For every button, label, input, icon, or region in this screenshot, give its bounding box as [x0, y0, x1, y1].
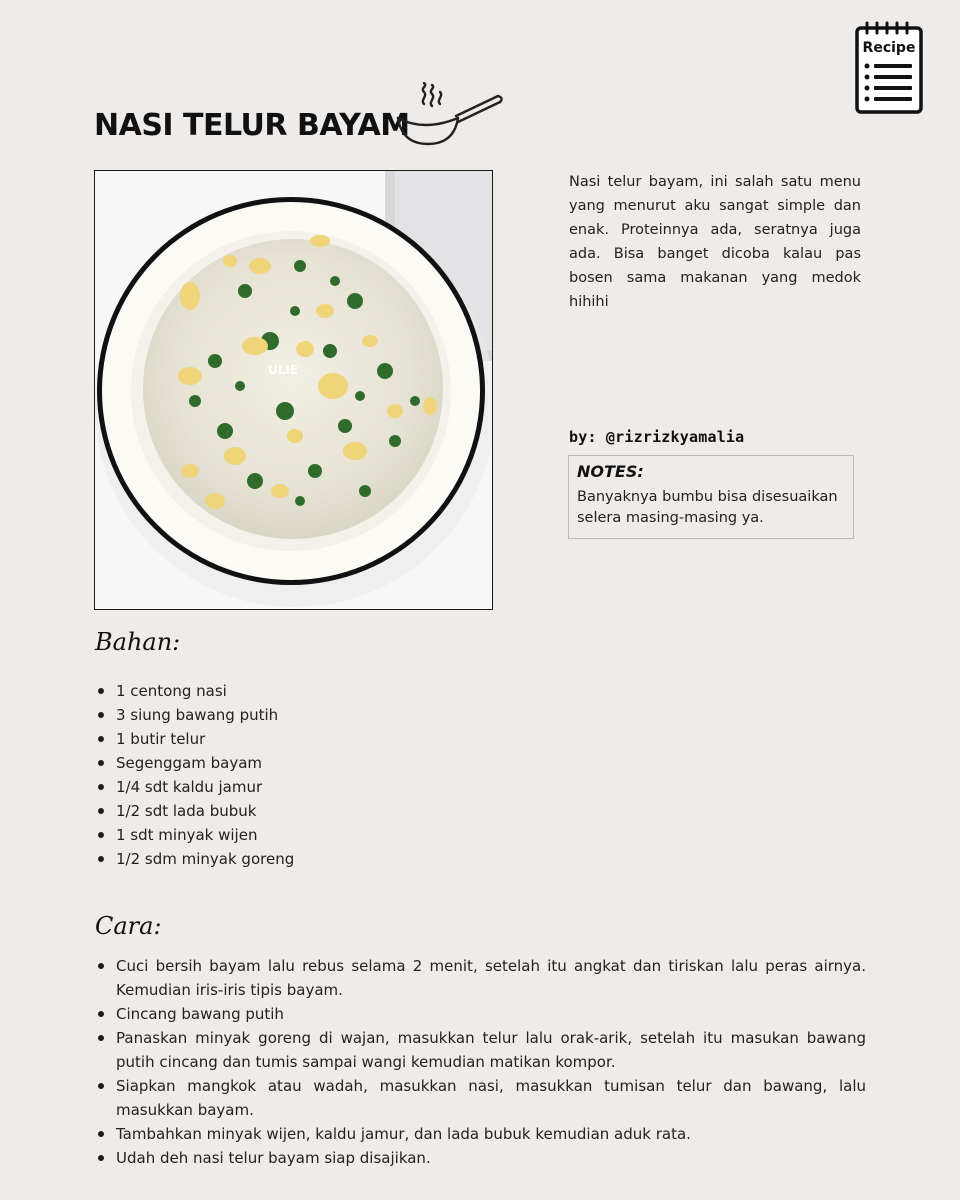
ingredient-item: Segenggam bayam [96, 751, 496, 775]
step-item: Siapkan mangkok atau wadah, masukkan nasi, masukkan tumisan telur dan bawang, lalu masukkan bayam. [96, 1074, 866, 1122]
ingredient-item: 1 centong nasi [96, 679, 496, 703]
ingredient-item: 1 sdt minyak wijen [96, 823, 496, 847]
recipe-badge-label: Recipe [862, 40, 916, 56]
ingredient-item: 1/2 sdm minyak goreng [96, 847, 496, 871]
ingredient-item: 1 butir telur [96, 727, 496, 751]
notes-text: Banyaknya bumbu bisa disesuaikan selera masing-masing ya. [577, 489, 838, 526]
fried-rice-plate-illustration [95, 171, 493, 610]
recipe-clipboard-icon [853, 20, 927, 116]
step-item: Cuci bersih bayam lalu rebus selama 2 menit, setelah itu angkat dan tiriskan lalu peras airnya. Kemudian iris-iris tipis bayam. [96, 954, 866, 1002]
steaming-pan-icon [394, 82, 506, 148]
author-credit: by: @rizrizkyamalia [569, 428, 745, 446]
notes-box [568, 455, 854, 539]
step-item: Panaskan minyak goreng di wajan, masukkan telur lalu orak-arik, setelah itu masukan bawang putih cincang dan tumis sampai wangi kemudian matikan kompor. [96, 1026, 866, 1074]
notes-title: NOTES: [577, 462, 644, 481]
recipe-description: Nasi telur bayam, ini salah satu menu yang menurut aku sangat simple dan enak. Proteinnya ada, seratnya juga ada. Bisa banget dicoba kalau pas bosen sama makanan yang medok hihihi [569, 174, 861, 310]
page-title: NASI TELUR BAYAM [94, 108, 410, 143]
ingredients-heading: Bahan: [95, 628, 181, 656]
ingredient-item: 1/2 sdt lada bubuk [96, 799, 496, 823]
dish-photo [94, 170, 493, 610]
steps-heading: Cara: [95, 912, 162, 940]
ingredient-item: 3 siung bawang putih [96, 703, 496, 727]
ingredients-list [96, 679, 496, 871]
steps-list [96, 954, 866, 1170]
step-item: Udah deh nasi telur bayam siap disajikan. [96, 1146, 866, 1170]
photo-watermark: ULIE [267, 363, 299, 377]
step-item: Cincang bawang putih [96, 1002, 866, 1026]
ingredient-item: 1/4 sdt kaldu jamur [96, 775, 496, 799]
step-item: Tambahkan minyak wijen, kaldu jamur, dan lada bubuk kemudian aduk rata. [96, 1122, 866, 1146]
